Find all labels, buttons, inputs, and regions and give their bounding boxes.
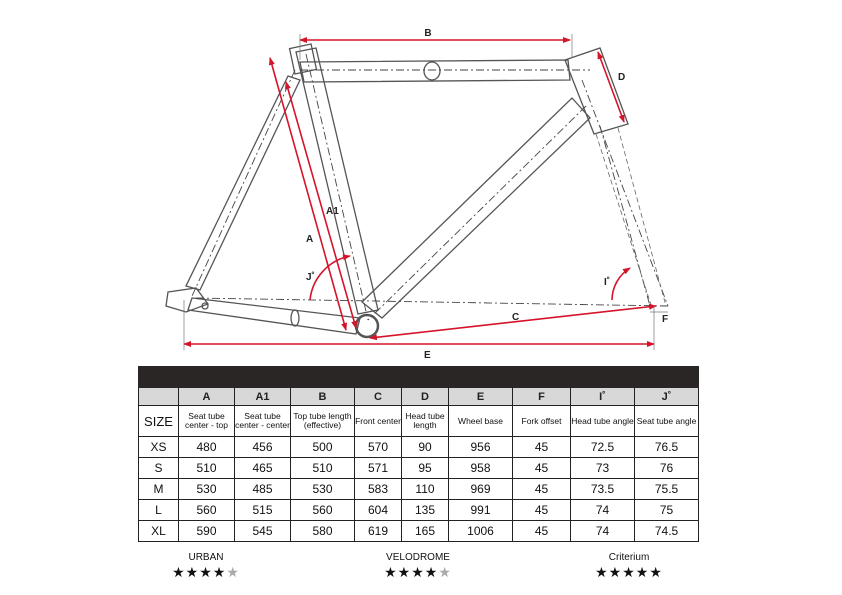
value-cell: 969 bbox=[449, 479, 513, 500]
star-filled-icon: ★ bbox=[608, 564, 623, 580]
column-letter: C bbox=[355, 388, 402, 406]
value-cell: 560 bbox=[179, 500, 235, 521]
label-f: F bbox=[662, 314, 669, 325]
column-description: Wheel base bbox=[449, 406, 513, 437]
seat-stay bbox=[186, 76, 300, 290]
star-filled-icon: ★ bbox=[397, 564, 412, 580]
rating-name: Criterium bbox=[608, 552, 650, 563]
table-row bbox=[139, 437, 699, 458]
angle-j-arc bbox=[310, 256, 350, 300]
label-j: J˚ bbox=[306, 272, 315, 283]
column-description: Head tube angle bbox=[571, 406, 635, 437]
value-cell: 74.5 bbox=[635, 521, 699, 542]
table-row bbox=[139, 500, 699, 521]
star-rating bbox=[348, 564, 488, 581]
value-cell: 76 bbox=[635, 458, 699, 479]
size-cell: S bbox=[139, 458, 179, 479]
label-a1: A1 bbox=[326, 206, 339, 217]
top-tube-joint bbox=[424, 62, 440, 80]
label-a: A bbox=[306, 234, 314, 245]
down-tube bbox=[362, 98, 590, 318]
column-letter: E bbox=[449, 388, 513, 406]
size-cell: L bbox=[139, 500, 179, 521]
value-cell: 465 bbox=[235, 458, 291, 479]
column-description: Seat tube center - top bbox=[179, 406, 235, 437]
value-cell: 90 bbox=[402, 437, 449, 458]
value-cell: 958 bbox=[449, 458, 513, 479]
rating-urban bbox=[136, 552, 276, 581]
value-cell: 619 bbox=[355, 521, 402, 542]
value-cell: 510 bbox=[291, 458, 355, 479]
column-letter bbox=[139, 388, 179, 406]
size-header: SIZE bbox=[139, 406, 179, 437]
head-tube bbox=[565, 48, 628, 134]
table-header-band bbox=[139, 367, 699, 388]
star-empty-icon: ★ bbox=[226, 564, 240, 580]
star-filled-icon: ★ bbox=[384, 564, 398, 580]
label-d: D bbox=[618, 72, 626, 83]
rating-velodrome bbox=[348, 552, 488, 581]
value-cell: 74 bbox=[571, 500, 635, 521]
value-cell: 110 bbox=[402, 479, 449, 500]
value-cell: 135 bbox=[402, 500, 449, 521]
dim-d-line bbox=[598, 52, 624, 122]
star-empty-icon: ★ bbox=[438, 564, 452, 580]
chain-stay-bridge bbox=[291, 310, 299, 326]
table-row bbox=[139, 521, 699, 542]
column-letter: J˚ bbox=[635, 388, 699, 406]
star-filled-icon: ★ bbox=[212, 564, 227, 580]
bike-frame bbox=[166, 44, 628, 337]
column-description: Top tube length (effective) bbox=[291, 406, 355, 437]
value-cell: 570 bbox=[355, 437, 402, 458]
value-cell: 991 bbox=[449, 500, 513, 521]
column-letter: F bbox=[513, 388, 571, 406]
seat-post-clamp bbox=[290, 44, 317, 74]
star-rating bbox=[136, 564, 276, 581]
value-cell: 560 bbox=[291, 500, 355, 521]
value-cell: 590 bbox=[179, 521, 235, 542]
value-cell: 500 bbox=[291, 437, 355, 458]
frame-centerlines bbox=[192, 54, 668, 320]
value-cell: 45 bbox=[513, 521, 571, 542]
column-description: Seat tube center - center bbox=[235, 406, 291, 437]
value-cell: 510 bbox=[179, 458, 235, 479]
column-description: Head tube length bbox=[402, 406, 449, 437]
label-c: C bbox=[512, 312, 520, 323]
star-filled-icon: ★ bbox=[622, 564, 636, 580]
star-filled-icon: ★ bbox=[595, 564, 609, 580]
value-cell: 45 bbox=[513, 437, 571, 458]
value-cell: 165 bbox=[402, 521, 449, 542]
value-cell: 95 bbox=[402, 458, 449, 479]
column-description: Front center bbox=[355, 406, 402, 437]
star-rating bbox=[559, 564, 699, 581]
star-filled-icon: ★ bbox=[424, 564, 439, 580]
value-cell: 76.5 bbox=[635, 437, 699, 458]
label-b: B bbox=[424, 28, 432, 39]
label-i: I˚ bbox=[604, 277, 611, 288]
value-cell: 1006 bbox=[449, 521, 513, 542]
column-description: Seat tube angle bbox=[635, 406, 699, 437]
value-cell: 75.5 bbox=[635, 479, 699, 500]
star-filled-icon: ★ bbox=[185, 564, 200, 580]
star-filled-icon: ★ bbox=[199, 564, 213, 580]
size-cell: XS bbox=[139, 437, 179, 458]
column-letter: A bbox=[179, 388, 235, 406]
value-cell: 456 bbox=[235, 437, 291, 458]
value-cell: 45 bbox=[513, 500, 571, 521]
bottom-bracket bbox=[356, 315, 378, 337]
value-cell: 72.5 bbox=[571, 437, 635, 458]
value-cell: 45 bbox=[513, 479, 571, 500]
value-cell: 515 bbox=[235, 500, 291, 521]
rating-name: VELODROME bbox=[386, 552, 450, 563]
chain-stay bbox=[188, 298, 360, 334]
column-letter: I˚ bbox=[571, 388, 635, 406]
table-row bbox=[139, 458, 699, 479]
star-filled-icon: ★ bbox=[172, 564, 186, 580]
value-cell: 74 bbox=[571, 521, 635, 542]
value-cell: 956 bbox=[449, 437, 513, 458]
table-description-row bbox=[139, 406, 699, 437]
dimension-lines bbox=[184, 40, 656, 344]
value-cell: 45 bbox=[513, 458, 571, 479]
value-cell: 604 bbox=[355, 500, 402, 521]
value-cell: 530 bbox=[291, 479, 355, 500]
size-cell: M bbox=[139, 479, 179, 500]
rear-dropout bbox=[166, 288, 208, 312]
star-filled-icon: ★ bbox=[411, 564, 425, 580]
value-cell: 580 bbox=[291, 521, 355, 542]
value-cell: 545 bbox=[235, 521, 291, 542]
dim-a-line bbox=[270, 58, 346, 330]
rating-name: URBAN bbox=[188, 552, 224, 563]
rating-criterium bbox=[559, 552, 699, 581]
column-letter: B bbox=[291, 388, 355, 406]
value-cell: 75 bbox=[635, 500, 699, 521]
table-row bbox=[139, 479, 699, 500]
angle-i-arc bbox=[612, 268, 630, 300]
size-cell: XL bbox=[139, 521, 179, 542]
value-cell: 73.5 bbox=[571, 479, 635, 500]
table-letter-row bbox=[139, 388, 699, 406]
value-cell: 480 bbox=[179, 437, 235, 458]
star-filled-icon: ★ bbox=[649, 564, 663, 580]
geometry-table bbox=[138, 366, 699, 542]
column-letter: A1 bbox=[235, 388, 291, 406]
star-filled-icon: ★ bbox=[635, 564, 650, 580]
value-cell: 73 bbox=[571, 458, 635, 479]
label-e: E bbox=[424, 350, 431, 360]
column-letter: D bbox=[402, 388, 449, 406]
column-description: Fork offset bbox=[513, 406, 571, 437]
value-cell: 485 bbox=[235, 479, 291, 500]
value-cell: 571 bbox=[355, 458, 402, 479]
value-cell: 583 bbox=[355, 479, 402, 500]
value-cell: 530 bbox=[179, 479, 235, 500]
